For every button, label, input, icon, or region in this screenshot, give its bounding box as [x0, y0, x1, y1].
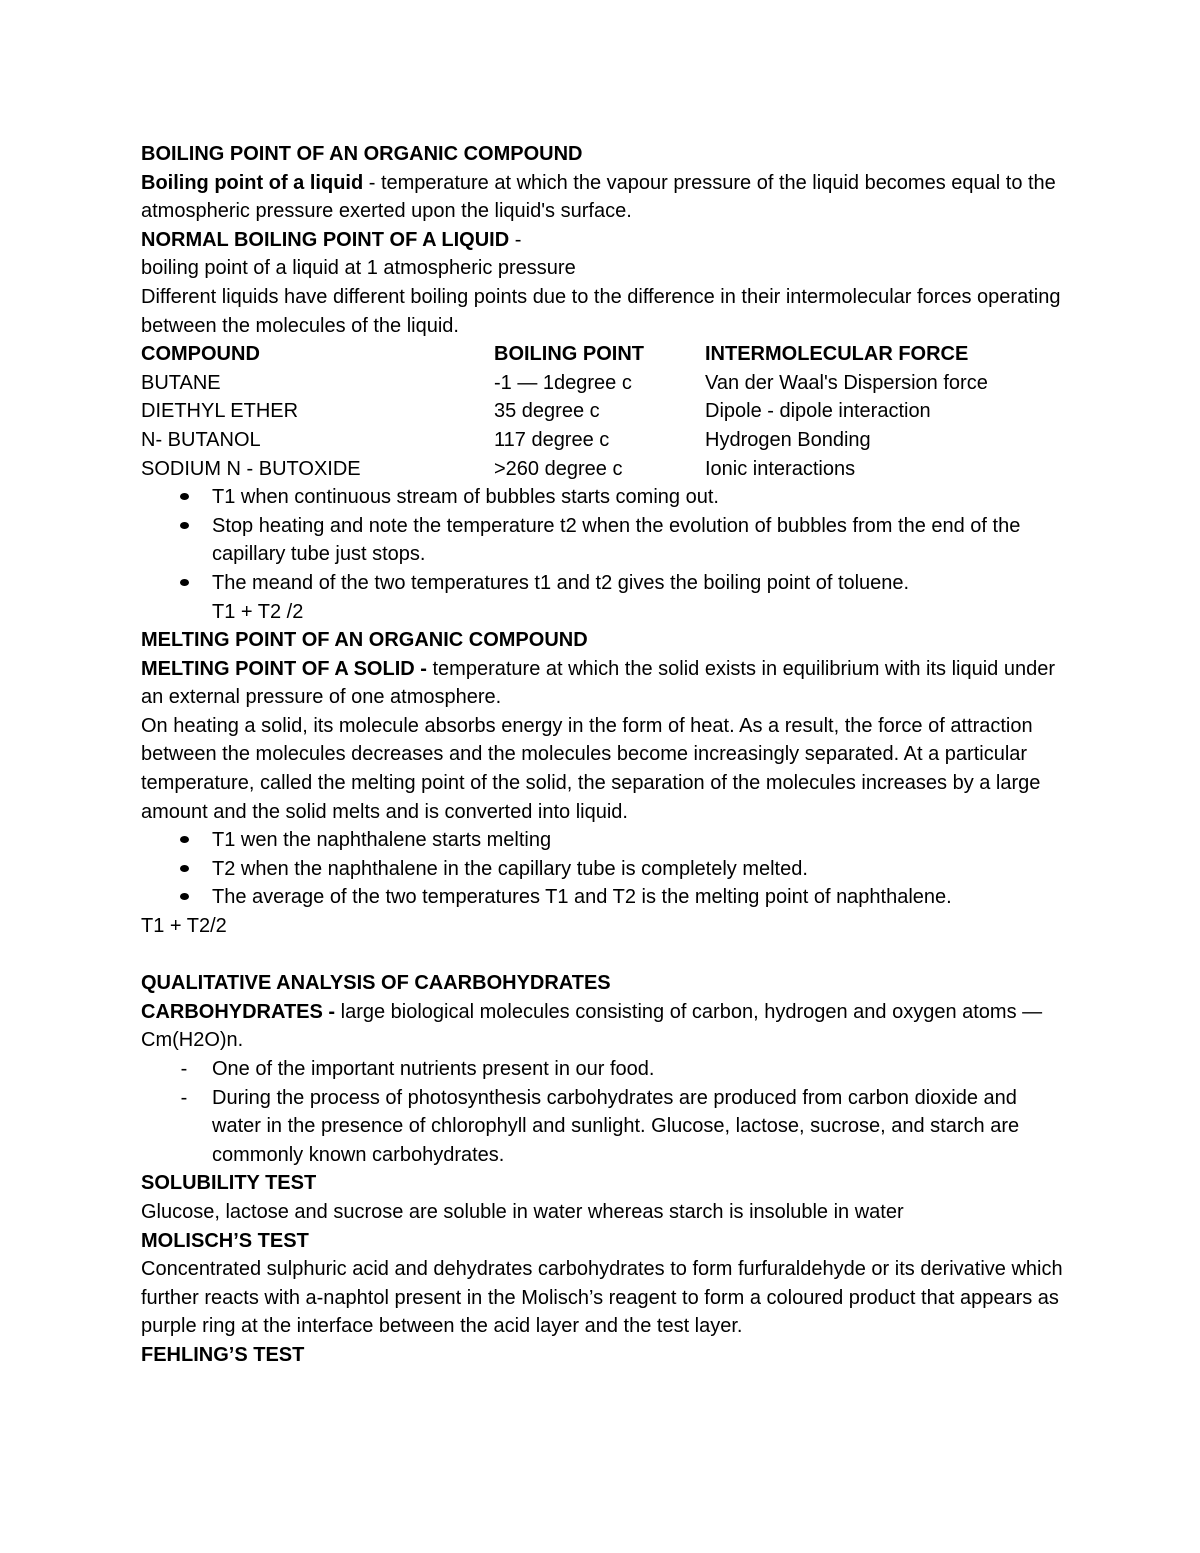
- boiling-intro: Different liquids have different boiling points due to the difference in their intermolecular forces operating between the molecules of the liquid.: [141, 285, 1061, 337]
- molisch-text: Concentrated sulphuric acid and dehydrates carbohydrates to form furfuraldehyde or its derivative which further reacts with a-naphtol present in the Molisch’s reagent to form a coloured product that appears as purple ring at the interface between the acid layer and the test layer.: [141, 1258, 1063, 1338]
- table-row: [141, 397, 1071, 426]
- list-item-text: The average of the two temperatures T1 and T2 is the melting point of naphthalene.: [212, 886, 952, 909]
- document-page: [141, 140, 1071, 1370]
- boiling-formula: T1 + T2 /2: [212, 600, 304, 623]
- dash-marker: -: [180, 1058, 188, 1080]
- solubility-heading: SOLUBILITY TEST: [141, 1172, 317, 1195]
- table-cell-force: Hydrogen Bonding: [705, 428, 871, 451]
- dash-marker: -: [180, 1086, 188, 1109]
- list-item: [141, 1084, 1071, 1170]
- normal-boiling-definition: boiling point of a liquid at 1 atmospheric pressure: [141, 257, 576, 280]
- melting-heading: MELTING POINT OF AN ORGANIC COMPOUND: [141, 629, 588, 652]
- carbo-definition: [141, 998, 1071, 1055]
- list-item-text: T1 when continuous stream of bubbles starts coming out.: [212, 486, 719, 509]
- table-cell-compound: N- BUTANOL: [141, 428, 261, 451]
- bullet-icon: [174, 855, 194, 884]
- bullet-icon: [174, 826, 194, 855]
- table-row: [141, 455, 1071, 484]
- carbo-def-term: CARBOHYDRATES -: [141, 1000, 336, 1023]
- table-cell-force: Dipole - dipole interaction: [705, 400, 931, 423]
- table-header-compound: COMPOUND: [141, 343, 260, 366]
- table-header-force: INTERMOLECULAR FORCE: [705, 343, 969, 366]
- table-cell-boiling-point: >260 degree c: [494, 457, 623, 480]
- list-item-text: One of the important nutrients present in our food.: [212, 1058, 655, 1080]
- boiling-def-term: Boiling point of a liquid: [141, 171, 364, 194]
- table-header-row: [141, 340, 1071, 369]
- table-row: [141, 369, 1071, 398]
- carbo-dash-list: [141, 1055, 1071, 1169]
- fehling-heading: FEHLING’S TEST: [141, 1343, 305, 1366]
- list-item: [141, 512, 1071, 569]
- boiling-def-text: - temperature at which the vapour pressure of the liquid becomes equal to the atmospheric pressure exerted upon the liquid's surface.: [141, 171, 1056, 223]
- list-item: [141, 1055, 1071, 1084]
- boiling-heading: BOILING POINT OF AN ORGANIC COMPOUND: [141, 143, 583, 165]
- bullet-icon: [174, 569, 194, 598]
- table-cell-boiling-point: -1 — 1degree c: [494, 371, 632, 394]
- boiling-point-table: [141, 340, 1071, 483]
- list-item-text: The meand of the two temperatures t1 and t2 gives the boiling point of toluene.: [212, 571, 910, 594]
- normal-boiling-heading: NORMAL BOILING POINT OF A LIQUID: [141, 228, 510, 251]
- list-item: [141, 855, 1071, 884]
- bullet-icon: [174, 512, 194, 541]
- table-cell-compound: DIETHYL ETHER: [141, 400, 299, 423]
- molisch-heading: MOLISCH’S TEST: [141, 1229, 309, 1252]
- carbo-def-text: large biological molecules consisting of carbon, hydrogen and oxygen atoms — Cm(H2O)n.: [141, 1000, 1043, 1052]
- bullet-icon: [174, 483, 194, 512]
- section-spacer: [141, 941, 1071, 970]
- melting-def-text: temperature at which the solid exists in equilibrium with its liquid under an external pressure of one atmosphere.: [141, 657, 1055, 709]
- carbo-heading: QUALITATIVE ANALYSIS OF CAARBOHYDRATES: [141, 972, 611, 995]
- list-item-text: During the process of photosynthesis carbohydrates are produced from carbon dioxide and water in the presence of chlorophyll and sunlight. Glucose, lactose, sucrose, and starch are commonly known carbohydrates.: [212, 1086, 1020, 1166]
- table-header-boiling-point: BOILING POINT: [494, 343, 644, 366]
- boiling-definition: [141, 169, 1071, 226]
- normal-boiling-heading-line: [141, 226, 1071, 255]
- list-item-text: Stop heating and note the temperature t2 when the evolution of bubbles from the end of the capillary tube just stops.: [212, 514, 1021, 566]
- list-item-text: T2 when the naphthalene in the capillary tube is completely melted.: [212, 857, 808, 880]
- melting-bullet-list: [141, 826, 1071, 912]
- table-cell-force: Van der Waal's Dispersion force: [705, 371, 988, 394]
- list-item: [141, 483, 1071, 512]
- list-item: [141, 883, 1071, 912]
- table-cell-boiling-point: 117 degree c: [494, 428, 610, 451]
- table-cell-compound: BUTANE: [141, 371, 221, 394]
- list-item: [141, 569, 1071, 598]
- melting-paragraph: On heating a solid, its molecule absorbs energy in the form of heat. As a result, the force of attraction between the molecules decreases and the molecules become increasingly separated. At a particular temperature, called the melting point of the solid, the separation of the molecules increases by a large amount and the solid melts and is converted into liquid.: [141, 714, 1041, 823]
- melting-def-term: MELTING POINT OF A SOLID -: [141, 657, 427, 680]
- list-item: [141, 826, 1071, 855]
- table-cell-compound: SODIUM N - BUTOXIDE: [141, 457, 361, 480]
- table-cell-force: Ionic interactions: [705, 457, 856, 480]
- melting-definition: [141, 655, 1071, 712]
- table-cell-boiling-point: 35 degree c: [494, 400, 600, 423]
- table-row: [141, 426, 1071, 455]
- boiling-bullet-list: [141, 483, 1071, 597]
- solubility-text: Glucose, lactose and sucrose are soluble in water whereas starch is insoluble in water: [141, 1200, 904, 1223]
- normal-boiling-dash: -: [509, 228, 522, 251]
- list-item-text: T1 wen the naphthalene starts melting: [212, 829, 552, 852]
- bullet-icon: [174, 883, 194, 912]
- melting-formula: T1 + T2/2: [141, 915, 227, 938]
